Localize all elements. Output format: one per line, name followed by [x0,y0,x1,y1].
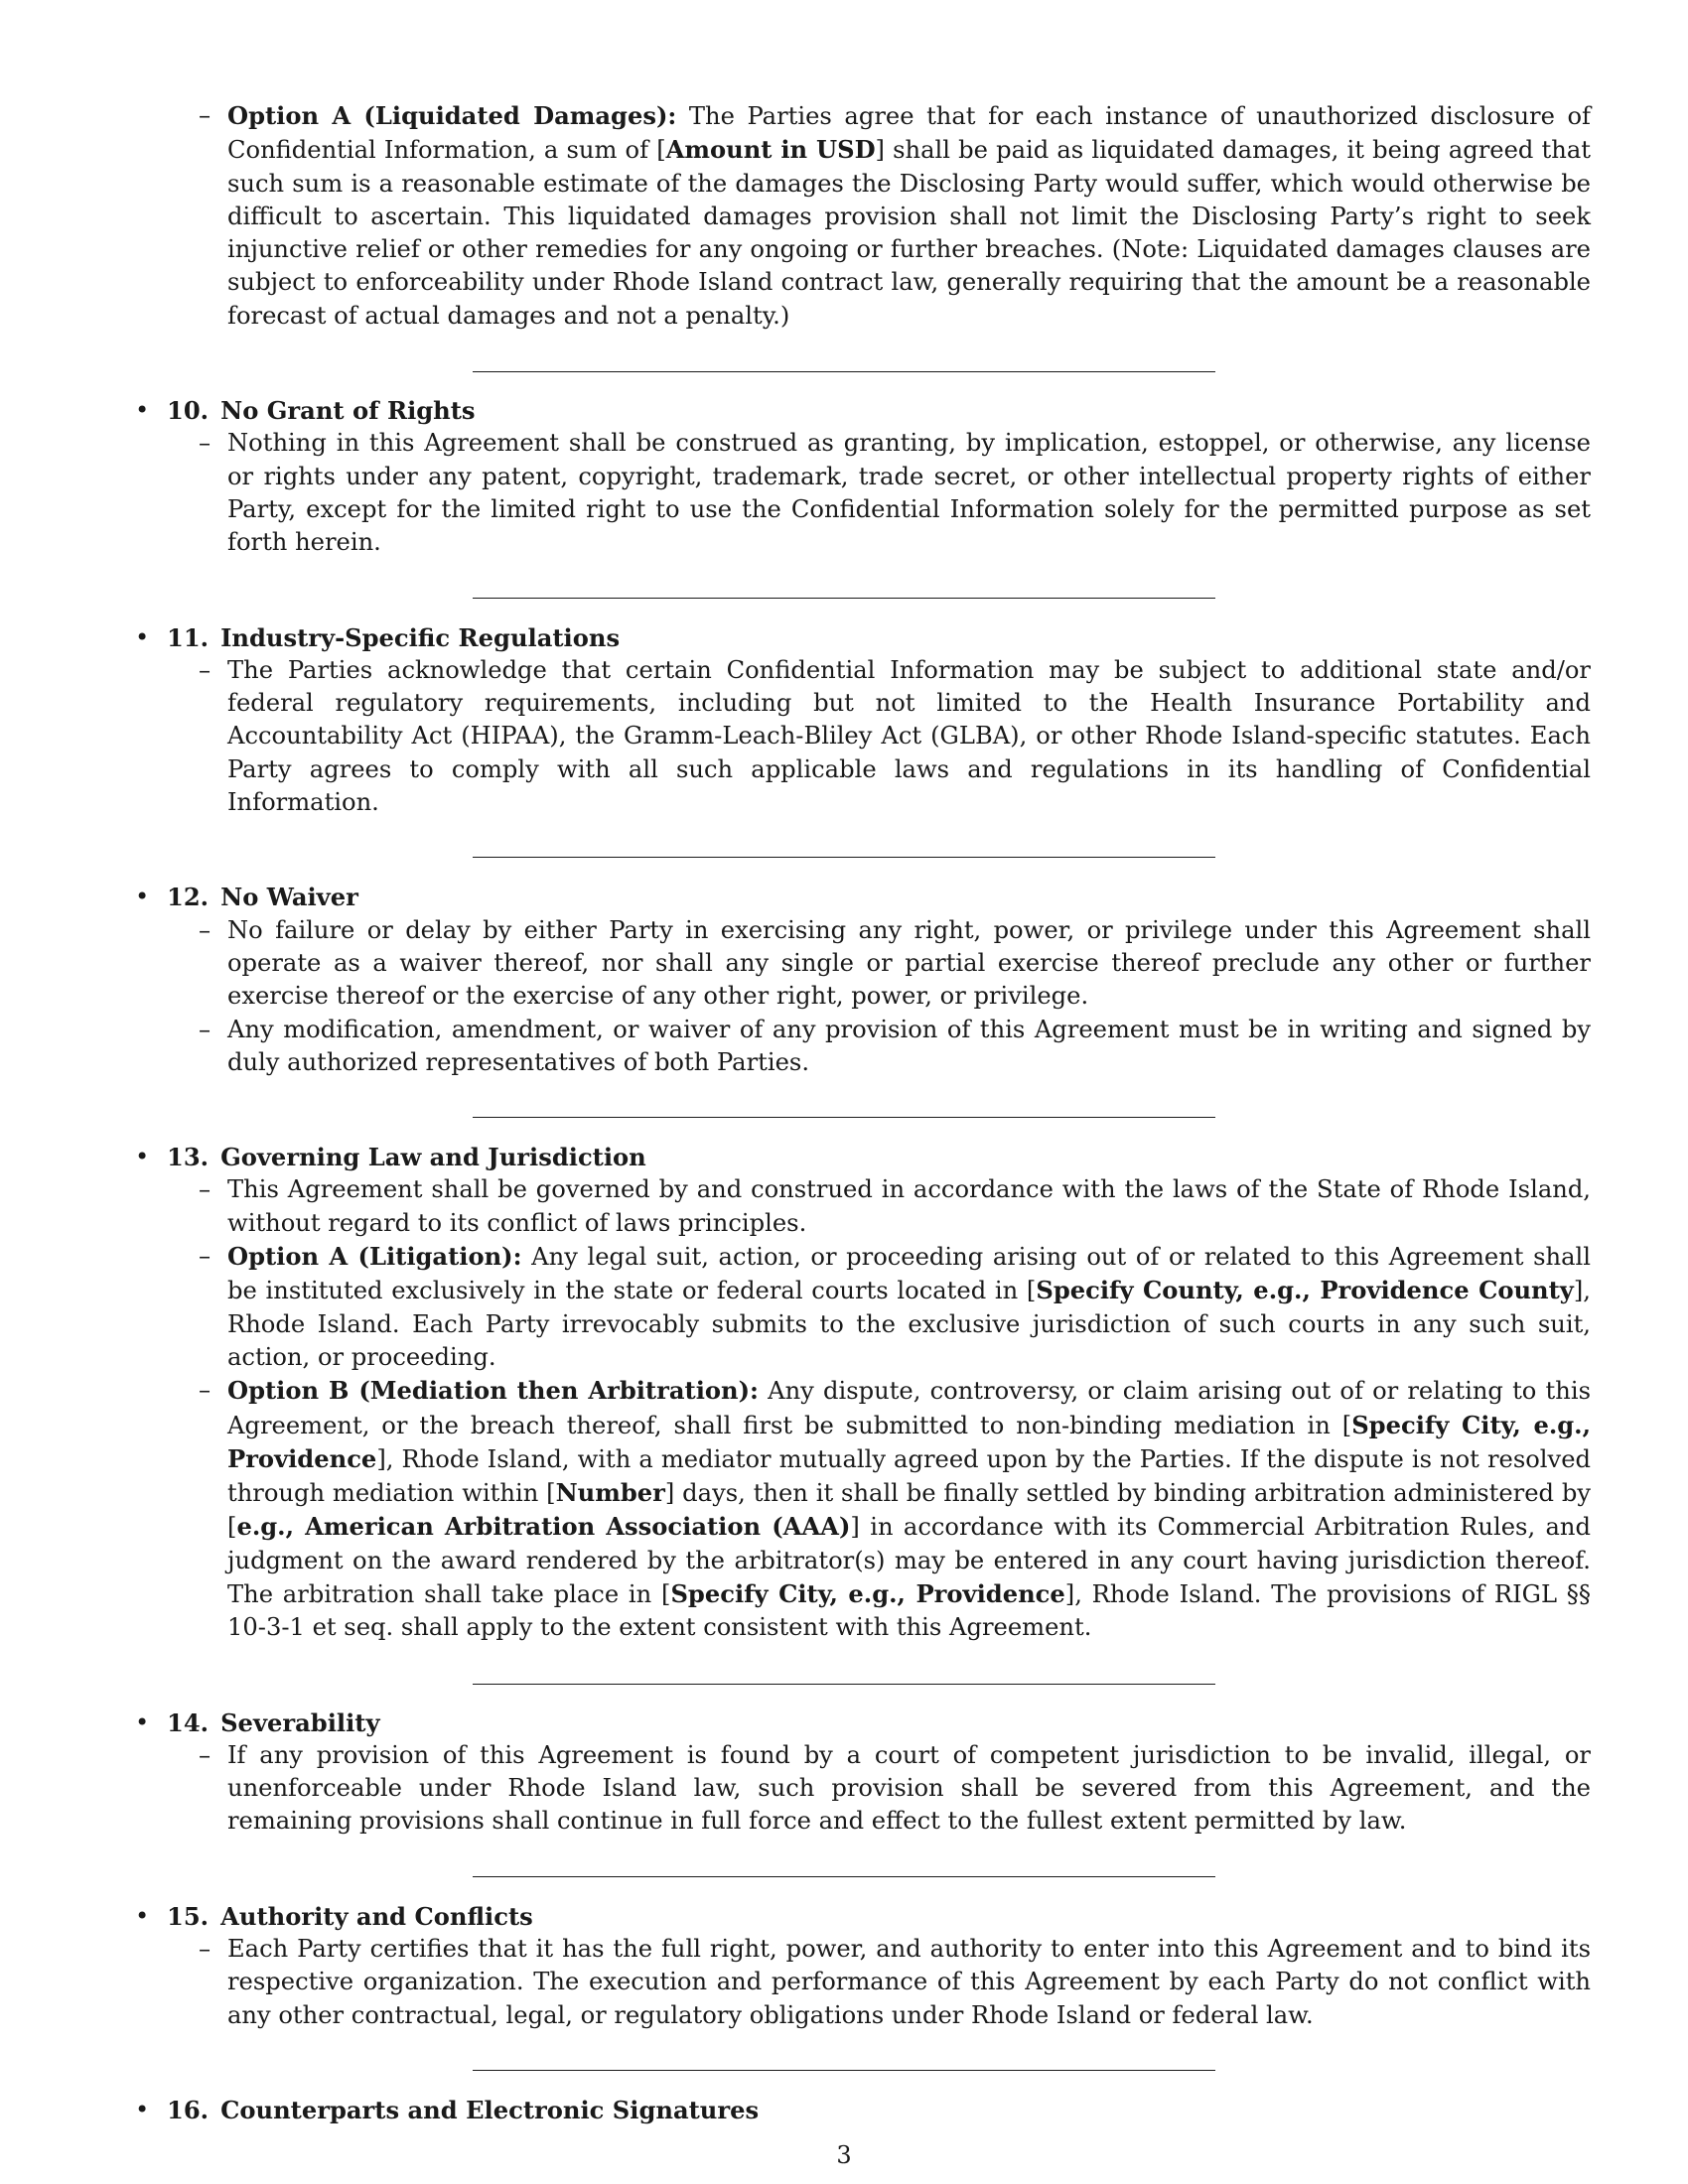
option-a-label: Option A (Litigation): [227,1242,522,1272]
section-14-paragraph [135,1739,1591,1839]
dash-marker: – [199,1015,211,1043]
paragraph-text: If any provision of this Agreement is found by a court of competent jurisdiction to be invalid, illegal, or unenforceable under Rhode Island law, such provision shall be severed from this Agreement, and the remaining provisions shall continue in full force and effect to the fullest extent permitted by law. [227,1740,1591,1836]
option-a-text-1: The Parties agree that for each instance of unauthorized disclosure of Confidential Information, a sum of [ [227,102,1591,165]
section-10 [135,394,1591,559]
section-number: 12. [167,883,210,912]
amount-placeholder: Amount in USD [665,135,876,165]
option-a-label: Option A (Liquidated Damages): [227,101,677,130]
section-14-heading [135,1706,1591,1739]
section-title: No Grant of Rights [220,396,476,426]
paragraph-text: No failure or delay by either Party in exercising any right, power, or privilege under this Agreement shall operate as a waiver thereof, nor shall any single or partial exercise thereof preclude any other or further exercise thereof or the exercise of any other right, power, or privilege. [227,915,1591,1011]
section-title: Governing Law and Jurisdiction [220,1143,646,1172]
page-number: 3 [836,2141,852,2169]
dash-marker: – [199,1935,211,1964]
paragraph-text: This Agreement shall be governed by and construed in accordance with the laws of the State of Rhode Island, without regard to its conflict of laws principles. [227,1175,1591,1237]
section-number: 14. [167,1707,210,1737]
section-16 [135,2094,1591,2126]
section-12 [135,881,1591,1079]
section-number: 16. [167,2095,210,2124]
arbitrator-placeholder: e.g., American Arbitration Association (AAA) [236,1512,851,1542]
section-divider [473,1117,1215,1118]
section-title: Severability [220,1707,380,1737]
section-13-paragraph-1 [135,1173,1591,1240]
section-divider [473,371,1215,372]
section-title: No Waiver [220,883,358,912]
section-11 [135,621,1591,820]
section-14 [135,1706,1591,1839]
section-title: Industry-Specific Regulations [220,622,621,652]
dash-marker: – [199,655,211,684]
section-number: 15. [167,1901,210,1931]
section-divider [473,857,1215,858]
dash-marker: – [199,101,211,129]
paragraph-text: Any modification, amendment, or waiver of any provision of this Agreement must be in writing and signed by duly authorized representatives of both Parties. [227,1015,1591,1076]
section-15-paragraph [135,1933,1591,2032]
option-a-liquidated-damages [135,99,1591,333]
dash-marker: – [199,1740,211,1769]
option-a-text-2: ] shall be paid as liquidated damages, it being agreed that such sum is a reasonable estimate of the damages the Disclosing Party would suffer, which would otherwise be difficult to ascertain. This liquidated damages provision shall not limit the Disclosing Party’s right to seek injunctive relief or other remedies for any ongoing or further breaches. (Note: Liquidated damages clauses are subject to enforceability under Rhode Island contract law, generally requiring that the amount be a reasonable forecast of actual damages and not a penalty.) [227,136,1591,330]
section-12-heading [135,881,1591,913]
section-16-heading [135,2094,1591,2126]
option-b-text-2: ], Rhode Island, with a mediator mutually agreed upon by the Parties. If the dispute is not resolved through mediation within [ [227,1444,1591,1508]
bullet-marker: • [135,1707,150,1736]
document-body [135,99,1591,2126]
bullet-marker: • [135,1143,150,1171]
paragraph-text: The Parties acknowledge that certain Confidential Information may be subject to additional state and/or federal regulatory requirements, including but not limited to the Health Insurance Portability and Accountability Act (HIPAA), the Gramm-Leach-Bliley Act (GLBA), or other Rhode Island-specific statutes. Each Party agrees to comply with all such applicable laws and regulations in its handling of Confidential Information. [227,655,1591,817]
section-10-paragraph [135,427,1591,559]
section-11-paragraph [135,654,1591,819]
option-a-text-2: ], Rhode Island. Each Party irrevocably submits to the exclusive jurisdiction of such courts in any such suit, action, or proceeding. [227,1277,1591,1371]
dash-marker: – [199,1242,211,1271]
county-placeholder: Specify County, e.g., Providence County [1036,1276,1574,1305]
option-b-text-3: ] days, then it shall be finally settled by binding arbitration administered by [ [227,1479,1591,1542]
bullet-marker: • [135,622,150,651]
section-13-heading [135,1141,1591,1173]
bullet-marker: • [135,883,150,911]
section-divider [473,2070,1215,2071]
section-title: Authority and Conflicts [220,1901,533,1931]
section-13 [135,1141,1591,1644]
section-divider [473,598,1215,599]
section-number: 10. [167,396,210,426]
dash-marker: – [199,915,211,944]
dash-marker: – [199,1376,211,1405]
paragraph-text: Nothing in this Agreement shall be construed as granting, by implication, estoppel, or otherwise, any license or rights under any patent, copyright, trademark, trade secret, or other intellectual property rights of either Party, except for the limited right to use the Confidential Information solely for the permitted purpose as set forth herein. [227,429,1591,557]
dash-marker: – [199,1175,211,1204]
section-15-heading [135,1900,1591,1933]
section-12-paragraph-1 [135,914,1591,1014]
bullet-marker: • [135,2095,150,2123]
section-11-heading [135,621,1591,654]
option-b-text-5: ], Rhode Island. The provisions of RIGL §§ 10-3-1 et seq. shall apply to the extent consistent with this Agreement. [227,1579,1591,1642]
section-10-heading [135,394,1591,427]
option-b-label: Option B (Mediation then Arbitration): [227,1376,759,1406]
section-15 [135,1900,1591,2032]
city-placeholder: Specify City, e.g., Providence [227,1410,1592,1473]
section-title: Counterparts and Electronic Signatures [220,2095,760,2124]
paragraph-text: Each Party certifies that it has the full right, power, and authority to enter into this Agreement and to bind its respective organization. The execution and performance of this Agreement by each Party do not conflict with any other contractual, legal, or regulatory obligations under Rhode Island or federal law. [227,1935,1591,2029]
number-placeholder: Number [555,1478,665,1508]
section-12-paragraph-2 [135,1014,1591,1080]
section-divider [473,1684,1215,1685]
city-placeholder-2: Specify City, e.g., Providence [670,1578,1065,1608]
section-divider [473,1876,1215,1877]
dash-marker: – [199,429,211,458]
section-number: 13. [167,1143,210,1172]
bullet-marker: • [135,1901,150,1930]
section-13-option-a [135,1240,1591,1374]
option-b-text-4: ] in accordance with its Commercial Arbitration Rules, and judgment on the award rendered by the arbitrator(s) may be entered in any court having jurisdiction thereof. The arbitration shall take place in [ [227,1513,1591,1608]
section-13-option-b [135,1374,1591,1644]
bullet-marker: • [135,396,150,425]
option-a-text-1: Any legal suit, action, or proceeding arising out of or related to this Agreement shall be instituted exclusively in the state or federal courts located in [ [227,1243,1591,1305]
option-b-text-1: Any dispute, controversy, or claim arising out of or relating to this Agreement, or the breach thereof, shall first be submitted to non-binding mediation in [ [227,1377,1591,1439]
section-number: 11. [167,622,210,652]
